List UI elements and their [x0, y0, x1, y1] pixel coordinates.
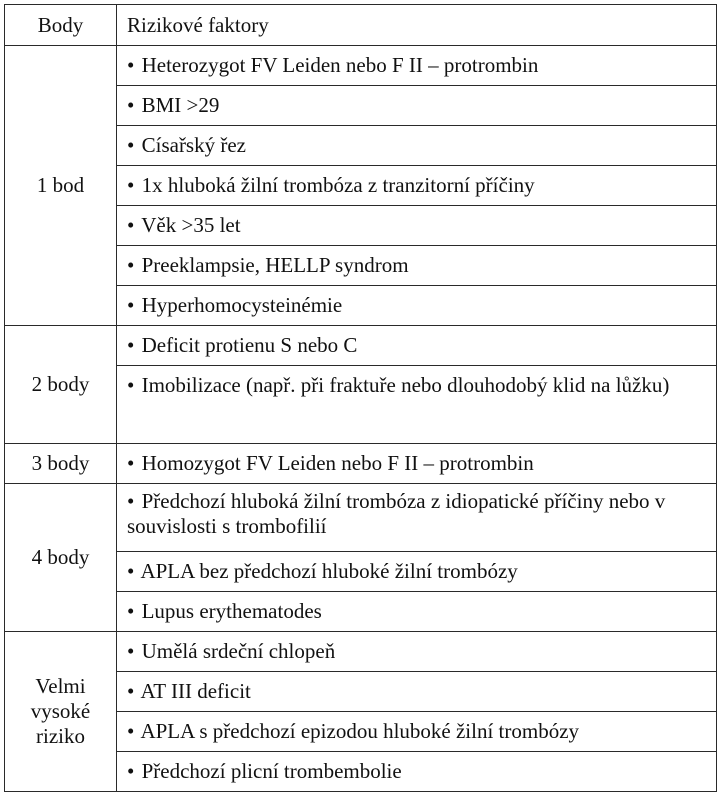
bullet-icon: • — [127, 173, 135, 197]
risk-factor — [117, 126, 717, 166]
risk-factor — [117, 206, 717, 246]
risk-factor — [117, 46, 717, 86]
bullet-icon: • — [127, 93, 135, 117]
risk-factor-text: Hyperhomocysteinémie — [141, 293, 343, 317]
risk-factor — [117, 752, 717, 792]
risk-factor-text: Věk >35 let — [141, 213, 241, 237]
risk-factor-text: Lupus erythematodes — [141, 599, 322, 623]
risk-factor-text: Heterozygot FV Leiden nebo F II – protrombin — [141, 53, 539, 77]
bullet-icon: • — [127, 333, 135, 357]
risk-factor-text: BMI >29 — [141, 93, 220, 117]
risk-factor — [117, 86, 717, 126]
points-cell: 3 body — [5, 444, 117, 484]
bullet-icon: • — [127, 253, 135, 277]
points-cell: 1 bod — [5, 46, 117, 326]
header-row — [5, 5, 717, 46]
risk-factor — [117, 672, 717, 712]
bullet-icon: • — [127, 559, 135, 583]
points-cell: 2 body — [5, 326, 117, 444]
risk-factor — [117, 166, 717, 206]
risk-factor — [117, 444, 717, 484]
risk-factor-text: Preeklampsie, HELLP syndrom — [141, 253, 409, 277]
table-row — [5, 484, 717, 552]
table-row — [5, 632, 717, 672]
risk-factor-text: Deficit protienu S nebo C — [141, 333, 358, 357]
risk-factor-text: Imobilizace (např. při fraktuře nebo dlouhodobý klid na lůžku) — [141, 373, 670, 397]
risk-factor-text: APLA bez předchozí hluboké žilní trombózy — [140, 559, 518, 583]
risk-factor — [117, 484, 717, 552]
risk-factor — [117, 552, 717, 592]
header-points: Body — [5, 5, 117, 46]
risk-factor — [117, 592, 717, 632]
bullet-icon: • — [127, 53, 135, 77]
risk-factor — [117, 712, 717, 752]
risk-factor — [117, 632, 717, 672]
bullet-icon: • — [127, 639, 135, 663]
risk-factors-table — [4, 4, 717, 792]
bullet-icon: • — [127, 451, 135, 475]
bullet-icon: • — [127, 489, 135, 513]
points-cell: Velmi vysoké riziko — [5, 632, 117, 792]
risk-factor — [117, 286, 717, 326]
bullet-icon: • — [127, 679, 135, 703]
risk-factor — [117, 366, 717, 444]
bullet-icon: • — [127, 213, 135, 237]
header-risk-factors: Rizikové faktory — [117, 5, 717, 46]
risk-factor-text: Předchozí plicní trombembolie — [141, 759, 402, 783]
bullet-icon: • — [127, 373, 135, 397]
table-row — [5, 444, 717, 484]
risk-factor-text: AT III deficit — [140, 679, 251, 703]
bullet-icon: • — [127, 719, 135, 743]
table-row — [5, 326, 717, 366]
risk-factor-text: Císařský řez — [141, 133, 246, 157]
bullet-icon: • — [127, 293, 135, 317]
risk-factor-text: Umělá srdeční chlopeň — [141, 639, 336, 663]
risk-factor-text: 1x hluboká žilní trombóza z tranzitorní příčiny — [141, 173, 535, 197]
risk-factor-text: Předchozí hluboká žilní trombóza z idiopatické příčiny nebo v souvislosti s trombofilií — [127, 489, 666, 538]
risk-factor-text: Homozygot FV Leiden nebo F II – protrombin — [141, 451, 534, 475]
bullet-icon: • — [127, 599, 135, 623]
points-cell: 4 body — [5, 484, 117, 632]
bullet-icon: • — [127, 133, 135, 157]
risk-factor-text: APLA s předchozí epizodou hluboké žilní trombózy — [140, 719, 580, 743]
risk-factor — [117, 326, 717, 366]
table-row — [5, 46, 717, 86]
risk-factor — [117, 246, 717, 286]
bullet-icon: • — [127, 759, 135, 783]
